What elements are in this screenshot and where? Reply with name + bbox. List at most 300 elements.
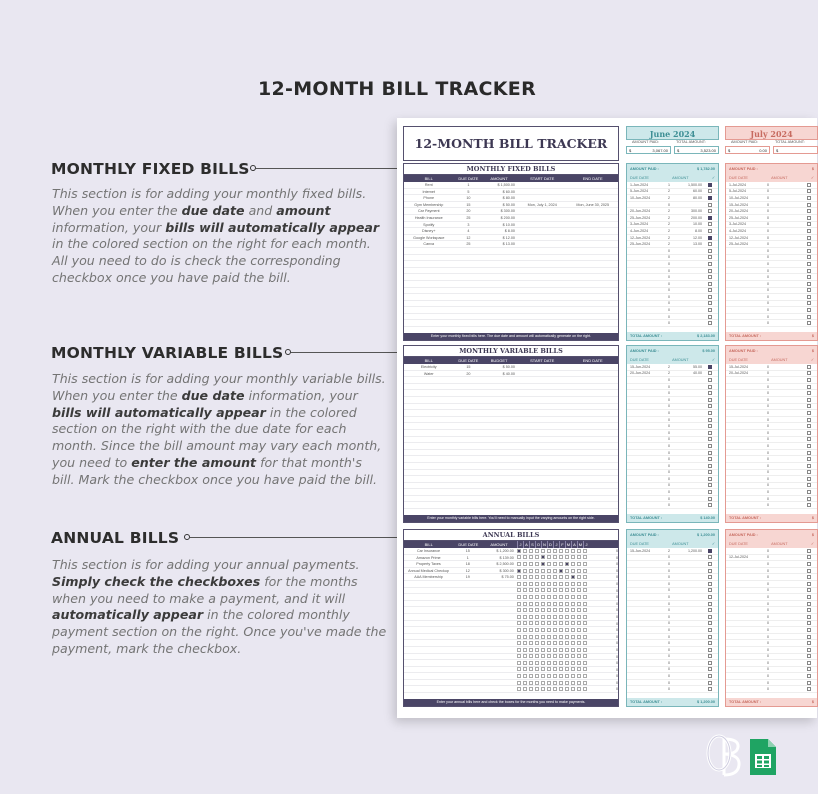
checkbox <box>547 569 551 573</box>
row-count: 0 <box>668 288 670 293</box>
start-date <box>517 222 568 228</box>
checkbox <box>571 615 575 619</box>
amount <box>483 189 517 195</box>
row-count: 0 <box>767 288 769 293</box>
paid-checkbox <box>708 295 712 299</box>
amount <box>483 502 517 508</box>
variable-bills-panel <box>403 345 619 523</box>
due-date: 25 <box>466 242 471 247</box>
checkbox <box>529 687 533 691</box>
amount <box>482 588 515 594</box>
bill-name: Annual Medical Checkup <box>408 568 449 573</box>
bill-name <box>404 307 454 313</box>
amount <box>482 667 515 673</box>
start-date <box>517 320 568 326</box>
paid-checkbox <box>708 569 712 573</box>
connector-line <box>291 352 406 353</box>
due-date: 1 <box>466 555 469 560</box>
checkbox <box>535 661 539 665</box>
due-date <box>454 476 484 482</box>
bill-name <box>404 268 454 274</box>
row-count: 0 <box>767 209 769 214</box>
due-date: 20-Jun-2024 <box>630 209 651 214</box>
bill-name <box>404 588 453 594</box>
table-row <box>404 215 618 222</box>
amount-value: 50.00 <box>504 365 515 369</box>
paid-checkbox <box>708 549 712 553</box>
checkbox <box>529 681 533 685</box>
amount <box>483 483 517 489</box>
start-date <box>517 228 568 234</box>
row-count: 0 <box>767 202 769 207</box>
checkbox <box>559 667 563 671</box>
paid-checkbox <box>708 681 712 685</box>
row-count: 2 <box>668 371 670 376</box>
due-date <box>453 594 482 600</box>
table-row <box>404 377 618 384</box>
checkbox <box>565 602 569 606</box>
paid-checkbox <box>708 365 712 369</box>
row-count: 0 <box>767 275 769 280</box>
row-count: 0 <box>668 443 670 448</box>
bill-name <box>404 647 453 653</box>
bill-name: Car Insurance <box>416 549 441 553</box>
bill-name <box>404 294 454 300</box>
row-count: 0 <box>767 222 769 227</box>
row-count: 0 <box>668 308 670 313</box>
column-header: DUE DATE <box>630 358 649 362</box>
table-row <box>404 437 618 444</box>
amount <box>483 261 517 267</box>
bill-name <box>404 377 454 383</box>
bill-name <box>404 502 454 508</box>
row-count: 0 <box>767 621 769 626</box>
start-date <box>517 195 568 201</box>
amount: 55.00 <box>693 364 702 369</box>
row-count: 1 <box>668 182 670 187</box>
checkbox <box>541 621 545 625</box>
checkbox <box>535 595 539 599</box>
row-count: 0 <box>615 608 618 613</box>
amount: 200.00 <box>691 215 702 220</box>
table-row <box>404 673 618 680</box>
checkbox <box>553 681 557 685</box>
sheet-title: 12-MONTH BILL TRACKER <box>403 126 619 161</box>
row-count: 0 <box>668 503 670 508</box>
amount-value: 40.00 <box>504 371 515 376</box>
row-count: 0 <box>668 463 670 468</box>
paid-checkbox <box>708 189 712 193</box>
table-row <box>404 561 618 568</box>
total-amount-box <box>773 146 818 154</box>
paid-checkbox <box>708 674 712 678</box>
total-row-value: $ 1,200.00 <box>697 700 715 704</box>
row-count: 0 <box>668 627 670 632</box>
row-count: 0 <box>668 275 670 280</box>
month-block-footer <box>726 698 817 706</box>
amount: 10.00 <box>693 222 702 227</box>
amount <box>483 390 517 396</box>
paid-checkbox <box>807 687 811 691</box>
month-block-footer <box>627 332 718 340</box>
checkbox <box>565 555 569 559</box>
due-date <box>454 502 484 508</box>
due-date <box>454 483 484 489</box>
paid-checkbox <box>708 203 712 207</box>
paid-checkbox <box>807 378 811 382</box>
amount-value: 1,500.00 <box>499 183 515 187</box>
checkbox <box>577 555 581 559</box>
start-date <box>517 437 568 443</box>
checkbox <box>535 555 539 559</box>
checkbox <box>523 641 527 645</box>
checkbox <box>541 575 545 579</box>
table-row <box>404 189 618 196</box>
google-sheets-icon <box>748 737 778 777</box>
checkbox <box>577 588 581 592</box>
checkbox <box>541 674 545 678</box>
bill-name <box>404 423 454 429</box>
table-row <box>404 680 618 687</box>
column-header: BILL <box>424 176 433 181</box>
amount-paid-box <box>626 146 671 154</box>
paid-checkbox <box>708 398 712 402</box>
table-row <box>404 594 618 601</box>
checkbox <box>559 549 563 553</box>
row-count: 0 <box>668 457 670 462</box>
checkbox <box>553 628 557 632</box>
row-count: 0 <box>767 503 769 508</box>
checkbox <box>565 588 569 592</box>
start-date <box>517 294 568 300</box>
amount-value: 1,200.00 <box>498 549 514 553</box>
checkbox <box>523 615 527 619</box>
table-row <box>404 261 618 268</box>
month-checkboxes <box>516 594 616 600</box>
due-date <box>454 390 484 396</box>
bill-name <box>404 594 453 600</box>
month-letter: J <box>553 541 559 548</box>
checkbox <box>583 621 587 625</box>
checkbox <box>559 569 563 573</box>
paid-checkbox <box>708 503 712 507</box>
due-date <box>454 301 484 307</box>
amount <box>483 371 517 377</box>
amount-paid-row-label: AMOUNT PAID : <box>630 533 659 537</box>
amount-paid-row <box>726 346 817 357</box>
end-date <box>567 423 618 429</box>
paid-checkbox <box>708 315 712 319</box>
checkbox <box>523 661 527 665</box>
row-count: 0 <box>668 261 670 266</box>
checkbox <box>541 555 545 559</box>
due-date: 3-Jun-2024 <box>630 222 649 227</box>
due-date <box>454 450 484 456</box>
table-row <box>404 581 618 588</box>
checkbox <box>523 608 527 612</box>
checkbox <box>547 615 551 619</box>
checkbox <box>523 588 527 592</box>
paid-checkbox <box>807 628 811 632</box>
checkbox <box>547 575 551 579</box>
table-row <box>404 607 618 614</box>
checkbox <box>583 602 587 606</box>
end-date <box>567 417 618 423</box>
paid-checkbox <box>807 621 811 625</box>
row-count: 0 <box>668 314 670 319</box>
paid-checkbox <box>807 667 811 671</box>
checkbox <box>571 681 575 685</box>
checkbox <box>535 687 539 691</box>
row-count: 0 <box>767 443 769 448</box>
end-date <box>567 320 618 326</box>
checkbox <box>517 595 521 599</box>
section-heading-fixed: MONTHLY FIXED BILLS <box>51 160 250 178</box>
row-count: 0 <box>668 490 670 495</box>
column-header: DUE DATE <box>729 176 748 180</box>
row-count: 0 <box>767 641 769 646</box>
month-checkboxes <box>516 627 616 633</box>
currency-symbol: $ <box>677 148 680 153</box>
month-letter: O <box>536 542 541 547</box>
checkbox <box>535 549 539 553</box>
checkbox <box>583 555 587 559</box>
due-date <box>454 377 484 383</box>
month-checkboxes <box>516 673 616 679</box>
table-row <box>404 634 618 641</box>
paid-checkbox <box>708 288 712 292</box>
row-count: 0 <box>668 601 670 606</box>
amount <box>483 364 517 370</box>
amount <box>482 627 515 633</box>
paid-checkbox <box>807 308 811 312</box>
row-count: 0 <box>767 496 769 501</box>
end-date <box>567 195 618 201</box>
due-date <box>454 255 484 261</box>
row-count: 0 <box>668 424 670 429</box>
row-count: 0 <box>767 268 769 273</box>
bill-name: Electricity <box>420 365 437 369</box>
checkbox <box>529 582 533 586</box>
due-date <box>453 667 482 673</box>
month-header: June 2024 <box>626 126 719 140</box>
amount-paid-row-label: AMOUNT PAID : <box>729 167 758 171</box>
checkbox <box>565 569 569 573</box>
amount <box>482 581 515 587</box>
paid-checkbox <box>708 404 712 408</box>
row-count: 0 <box>767 248 769 253</box>
table-row <box>404 384 618 391</box>
row-count: 0 <box>668 561 670 566</box>
start-date <box>517 397 568 403</box>
row-count: 0 <box>767 321 769 326</box>
checkbox <box>547 661 551 665</box>
total-row-value: $ 2,183.00 <box>697 334 715 338</box>
paid-checkbox <box>807 236 811 240</box>
table-row <box>404 654 618 661</box>
due-date <box>453 673 482 679</box>
row-count: 0 <box>767 614 769 619</box>
amount <box>482 548 515 554</box>
currency-symbol: $ <box>501 575 504 580</box>
amount <box>482 555 515 561</box>
row-count: 0 <box>668 581 670 586</box>
row-count: 0 <box>668 397 670 402</box>
due-date: 1 <box>467 183 470 187</box>
bill-name: Internet <box>422 189 436 194</box>
checkbox <box>529 575 533 579</box>
checkbox <box>577 661 581 665</box>
table-row <box>404 397 618 404</box>
amount-paid-row-label: AMOUNT PAID : <box>729 349 758 353</box>
start-date <box>517 261 568 267</box>
checkbox <box>577 681 581 685</box>
total-row-value: $ <box>811 516 814 520</box>
row-count: 0 <box>668 470 670 475</box>
due-date: 10 <box>466 196 471 201</box>
end-date <box>567 294 618 300</box>
row-count: 0 <box>668 437 670 442</box>
checkbox <box>577 621 581 625</box>
checkbox <box>553 641 557 645</box>
checkbox <box>571 549 575 553</box>
due-date <box>453 680 482 686</box>
due-date <box>454 320 484 326</box>
row-count: 0 <box>767 667 769 672</box>
amount-paid-row <box>627 346 718 357</box>
spreadsheet-preview <box>397 118 817 718</box>
paid-checkbox <box>708 183 712 187</box>
month-letter: M <box>578 542 583 547</box>
due-date <box>454 423 484 429</box>
paid-checkbox <box>807 490 811 494</box>
due-date: 15 <box>466 202 471 207</box>
amount-paid-row-label: AMOUNT PAID : <box>630 349 659 353</box>
paid-checkbox <box>807 674 811 678</box>
end-date <box>567 261 618 267</box>
amount-paid-row-value: $ 1,782.00 <box>697 167 715 171</box>
column-header: AMOUNT <box>771 542 788 546</box>
total-row-label: TOTAL AMOUNT : <box>630 516 663 520</box>
amount <box>483 235 517 241</box>
start-date <box>517 248 568 254</box>
checkbox <box>541 635 545 639</box>
end-date <box>567 288 618 294</box>
end-date <box>567 404 618 410</box>
start-date <box>517 489 568 495</box>
end-date <box>567 483 618 489</box>
checkbox <box>577 648 581 652</box>
amount-value: 10.00 <box>504 222 515 227</box>
month-checkboxes <box>516 548 616 554</box>
row-count: 0 <box>767 308 769 313</box>
checkbox <box>541 628 545 632</box>
total-row-label: TOTAL AMOUNT : <box>729 516 762 520</box>
checkbox <box>517 654 521 658</box>
amount: 40.00 <box>693 371 702 376</box>
paid-checkbox <box>708 470 712 474</box>
table-row <box>404 627 618 634</box>
bill-name <box>404 680 453 686</box>
bill-name: Amazon Prime <box>416 555 441 560</box>
paid-checkbox <box>807 418 811 422</box>
checkbox <box>583 635 587 639</box>
due-date <box>454 456 484 462</box>
fixed-bills-title: MONTHLY FIXED BILLS <box>404 164 618 175</box>
amount <box>483 294 517 300</box>
checkbox <box>553 549 557 553</box>
checkbox <box>547 555 551 559</box>
checkbox <box>565 674 569 678</box>
table-row <box>404 301 618 308</box>
row-count: 0 <box>668 555 670 560</box>
end-date <box>567 410 618 416</box>
end-date <box>567 274 618 280</box>
month-checkboxes <box>516 680 616 686</box>
paid-checkbox <box>807 483 811 487</box>
column-header: AMOUNT <box>771 176 788 180</box>
paid-checkbox <box>708 562 712 566</box>
column-header: START DATE <box>530 176 555 181</box>
row-count: 0 <box>767 568 769 573</box>
amount <box>483 301 517 307</box>
checkbox <box>583 654 587 658</box>
paid-checkbox <box>807 602 811 606</box>
row-count: 0 <box>615 588 618 593</box>
checkbox <box>529 562 533 566</box>
row-count: 0 <box>767 384 769 389</box>
bill-name: AAA Membership <box>414 575 443 580</box>
month-checkboxes <box>516 555 616 561</box>
section-heading-annual: ANNUAL BILLS <box>51 529 180 547</box>
checkbox <box>535 602 539 606</box>
amount <box>482 574 515 580</box>
table-row <box>404 320 618 327</box>
checkbox <box>541 615 545 619</box>
due-date: 25 <box>466 215 471 220</box>
end-date <box>567 384 618 390</box>
checkbox <box>565 562 569 566</box>
checkbox <box>529 588 533 592</box>
row-count: 0 <box>668 391 670 396</box>
bill-name <box>404 489 454 495</box>
column-header: ✓ <box>810 542 814 546</box>
amount <box>483 377 517 383</box>
amount <box>483 202 517 208</box>
bill-name <box>404 404 454 410</box>
bill-name <box>404 288 454 294</box>
due-date <box>453 581 482 587</box>
variable-bills-title: MONTHLY VARIABLE BILLS <box>404 346 618 357</box>
checkbox <box>553 555 557 559</box>
due-date <box>454 430 484 436</box>
table-row <box>404 443 618 450</box>
checkbox <box>565 615 569 619</box>
checkbox <box>583 582 587 586</box>
paid-checkbox <box>708 602 712 606</box>
paid-checkbox <box>807 222 811 226</box>
checkbox <box>559 628 563 632</box>
row-count: 0 <box>767 215 769 220</box>
bill-name <box>404 314 454 320</box>
checkbox <box>577 687 581 691</box>
row-count: 0 <box>615 549 618 553</box>
checkbox <box>571 588 575 592</box>
table-row <box>404 202 618 209</box>
row-count: 0 <box>668 404 670 409</box>
checkbox <box>535 681 539 685</box>
row-count: 0 <box>615 601 618 606</box>
